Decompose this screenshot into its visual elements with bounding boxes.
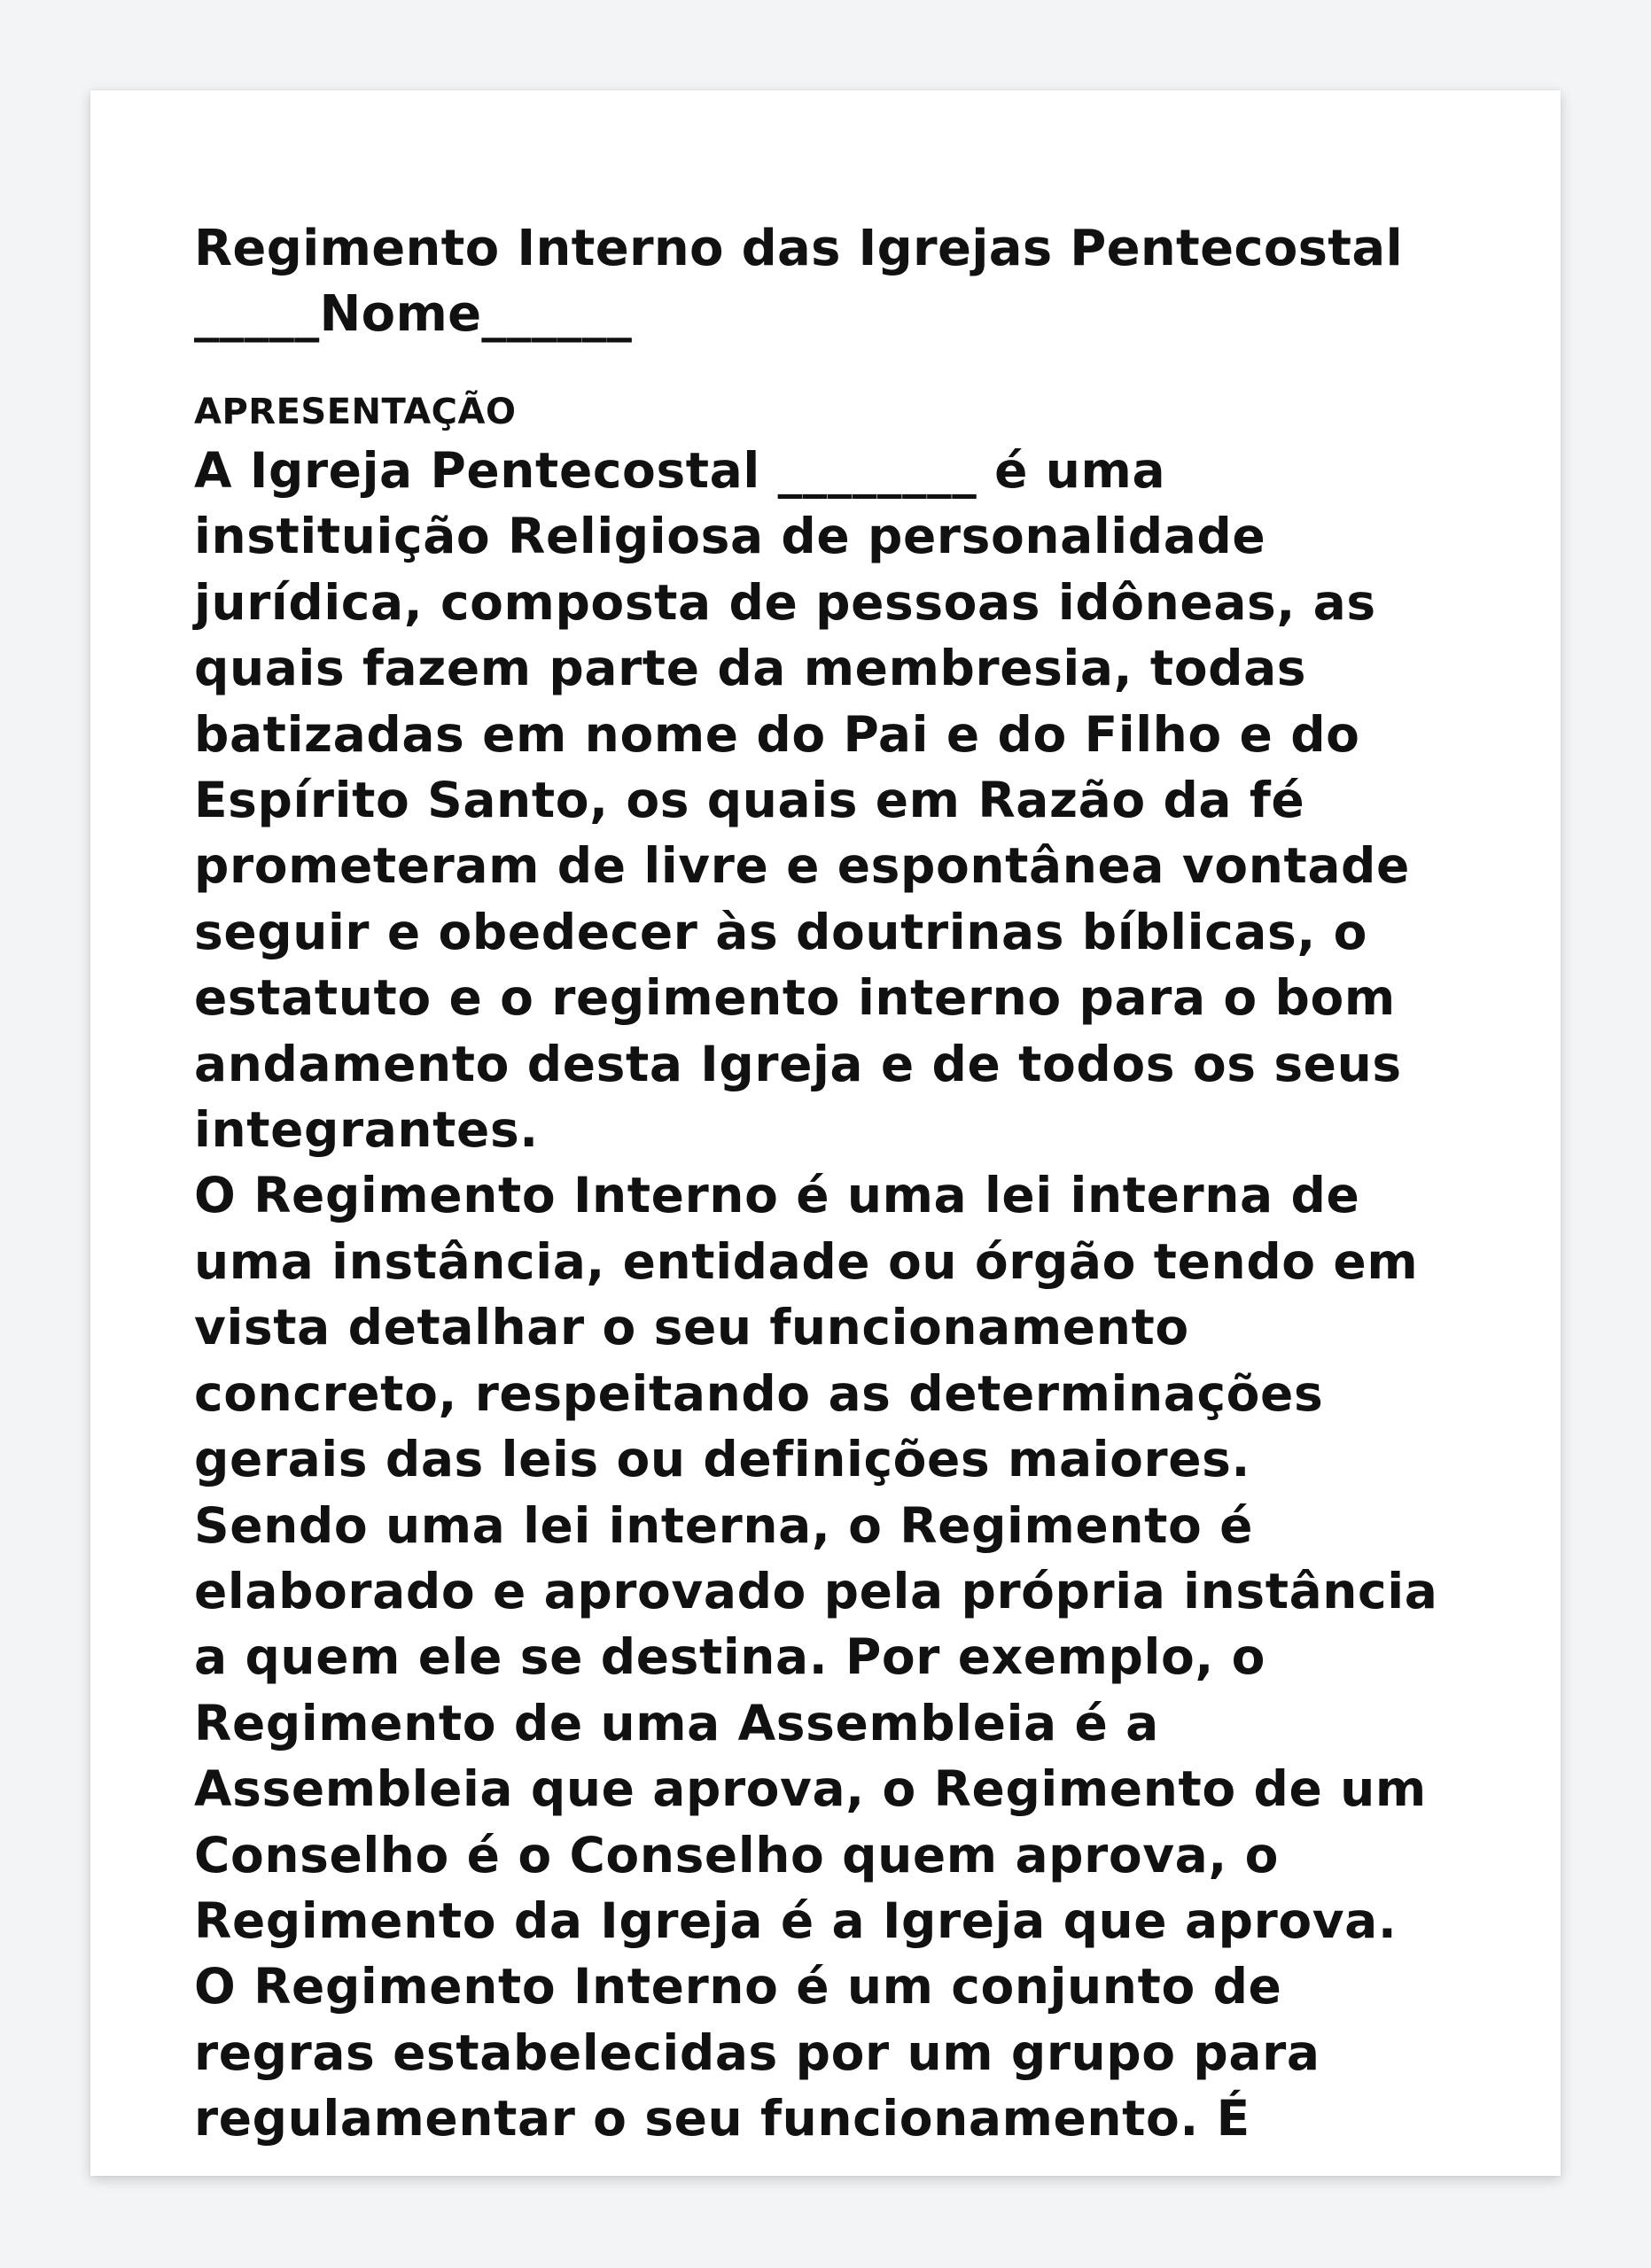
body-line: a quem ele se destina. Por exemplo, o — [194, 1628, 1266, 1686]
document-title — [194, 216, 1488, 347]
body-line: vista detalhar o seu funcionamento — [194, 1299, 1189, 1356]
body-line: Sendo uma lei interna, o Regimento é — [194, 1496, 1253, 1554]
body-line: elaborado e aprovado pela própria instância — [194, 1562, 1438, 1619]
body-line: seguir e obedecer às doutrinas bíblicas, o — [194, 903, 1367, 960]
body-line: integrantes. — [194, 1101, 539, 1159]
title-line: Regimento Interno das Igrejas Pentecostal — [194, 220, 1403, 277]
body-line: regras estabelecidas por um grupo para — [194, 2023, 1320, 2081]
body-paragraph — [194, 438, 1488, 2152]
body-line: O Regimento Interno é uma lei interna de — [194, 1167, 1360, 1224]
body-line: prometeram de livre e espontânea vontade — [194, 837, 1410, 895]
body-line: uma instância, entidade ou órgão tendo em — [194, 1232, 1419, 1290]
body-line: Regimento da Igreja é a Igreja que aprova. — [194, 1891, 1398, 1949]
body-line: quais fazem parte da membresia, todas — [194, 640, 1307, 697]
body-line: O Regimento Interno é um conjunto de — [194, 1958, 1282, 2016]
body-line: gerais das leis ou definições maiores. — [194, 1431, 1250, 1488]
body-line: Regimento de uma Assembleia é a — [194, 1694, 1159, 1751]
body-line: Assembleia que aprova, o Regimento de um — [194, 1760, 1427, 1818]
body-line: batizadas em nome do Pai e do Filho e do — [194, 705, 1360, 763]
section-heading: APRESENTAÇÃO — [194, 392, 517, 432]
document-page — [90, 90, 1561, 2176]
body-line: jurídica, composta de pessoas idôneas, as — [194, 573, 1376, 631]
body-line: concreto, respeitando as determinações — [194, 1364, 1324, 1422]
body-line: andamento desta Igreja e de todos os seus — [194, 1035, 1402, 1092]
body-line: instituição Religiosa de personalidade — [194, 508, 1266, 565]
body-line: Espírito Santo, os quais em Razão da fé — [194, 772, 1305, 829]
document-content — [194, 216, 1488, 2152]
body-line: regulamentar o seu funcionamento. É — [194, 2090, 1250, 2148]
body-line: estatuto e o regimento interno para o bom — [194, 969, 1396, 1027]
body-line: Conselho é o Conselho quem aprova, o — [194, 1826, 1280, 1884]
body-line: A Igreja Pentecostal ________ é uma — [194, 442, 1166, 499]
title-line: _____Nome______ — [194, 285, 633, 343]
